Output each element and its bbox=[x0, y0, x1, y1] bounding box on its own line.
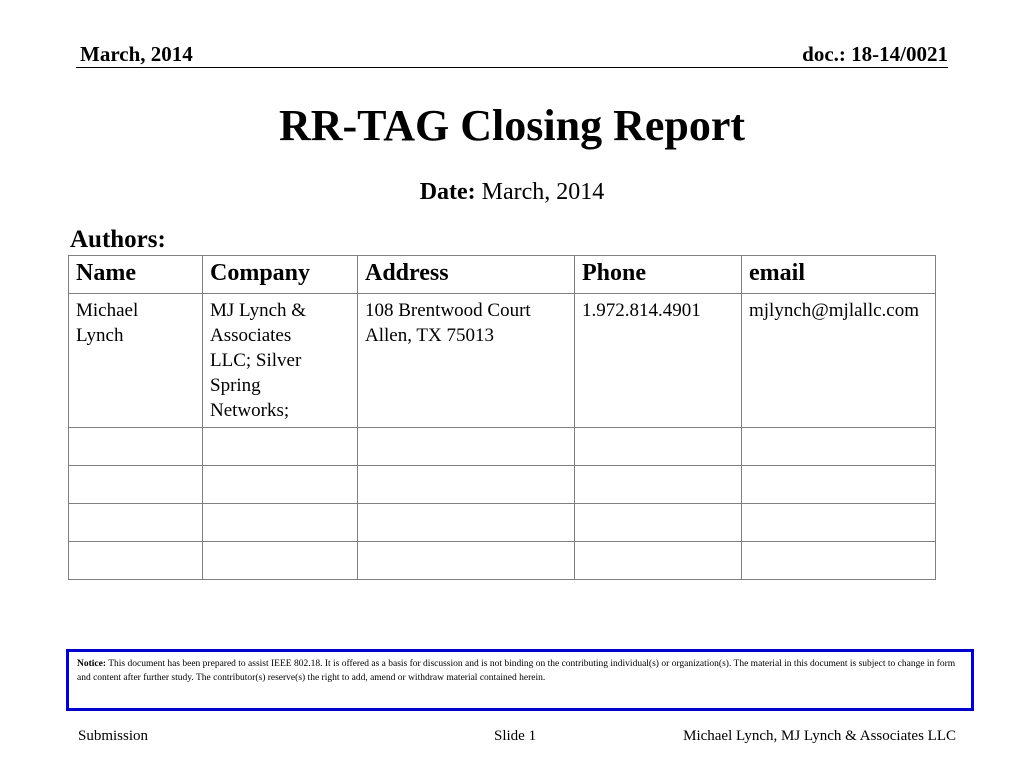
header-doc-number: doc.: 18-14/0021 bbox=[802, 42, 948, 66]
col-header-email: email bbox=[742, 256, 936, 294]
notice-text: This document has been prepared to assist IEEE 802.18. It is offered as a basis for discussion and is not binding on the contributing individual(s) or organization(s). The material in this document is subject to change in form and content after further study. The contributor(s) reserve(s) the right to add, amend or withdraw material contained herein. bbox=[77, 659, 956, 683]
authors-heading: Authors: bbox=[70, 226, 166, 253]
empty-cell bbox=[575, 428, 742, 466]
table-row-empty bbox=[69, 428, 936, 466]
empty-cell bbox=[358, 504, 575, 542]
name-line: Michael bbox=[76, 300, 139, 321]
empty-cell bbox=[358, 542, 575, 580]
slide-title: RR-TAG Closing Report bbox=[278, 101, 746, 150]
empty-cell bbox=[742, 542, 936, 580]
empty-cell bbox=[69, 542, 203, 580]
authors-table bbox=[68, 255, 936, 580]
footer-author: Michael Lynch, MJ Lynch & Associates LLC bbox=[683, 728, 956, 744]
company-line: Associates bbox=[210, 325, 292, 346]
footer-slide-number: Slide 1 bbox=[494, 728, 537, 744]
empty-cell bbox=[742, 428, 936, 466]
cell-email: mjlynch@mjlallc.com bbox=[742, 294, 936, 428]
company-line: LLC; Silver bbox=[210, 350, 302, 371]
empty-cell bbox=[358, 428, 575, 466]
cell-phone: 1.972.814.4901 bbox=[575, 294, 742, 428]
cell-address bbox=[358, 294, 575, 428]
col-header-address: Address bbox=[358, 256, 575, 294]
address-line: 108 Brentwood Court bbox=[365, 300, 531, 321]
col-header-name: Name bbox=[69, 256, 203, 294]
company-line: MJ Lynch & bbox=[210, 300, 307, 321]
empty-cell bbox=[203, 504, 358, 542]
company-line: Networks; bbox=[210, 400, 290, 421]
table-row-empty bbox=[69, 466, 936, 504]
date-label: Date: bbox=[419, 179, 476, 205]
empty-cell bbox=[575, 542, 742, 580]
empty-cell bbox=[69, 466, 203, 504]
empty-cell bbox=[575, 466, 742, 504]
empty-cell bbox=[203, 542, 358, 580]
cell-name bbox=[69, 294, 203, 428]
table-row-empty bbox=[69, 542, 936, 580]
footer-submission: Submission bbox=[78, 728, 149, 744]
date-line bbox=[0, 179, 1024, 206]
empty-cell bbox=[742, 466, 936, 504]
col-header-phone: Phone bbox=[575, 256, 742, 294]
empty-cell bbox=[742, 504, 936, 542]
empty-cell bbox=[358, 466, 575, 504]
empty-cell bbox=[203, 428, 358, 466]
address-line: Allen, TX 75013 bbox=[365, 325, 494, 346]
cell-company bbox=[203, 294, 358, 428]
name-line: Lynch bbox=[76, 325, 124, 346]
table-header-row bbox=[69, 256, 936, 294]
empty-cell bbox=[203, 466, 358, 504]
header-divider bbox=[76, 67, 948, 68]
table-row bbox=[69, 294, 936, 428]
table-row-empty bbox=[69, 504, 936, 542]
header-date: March, 2014 bbox=[80, 42, 193, 66]
empty-cell bbox=[575, 504, 742, 542]
company-line: Spring bbox=[210, 375, 261, 396]
empty-cell bbox=[69, 504, 203, 542]
date-value: March, 2014 bbox=[481, 179, 605, 205]
empty-cell bbox=[69, 428, 203, 466]
notice-label: Notice: bbox=[77, 659, 107, 669]
col-header-company: Company bbox=[203, 256, 358, 294]
notice-box bbox=[66, 649, 974, 711]
